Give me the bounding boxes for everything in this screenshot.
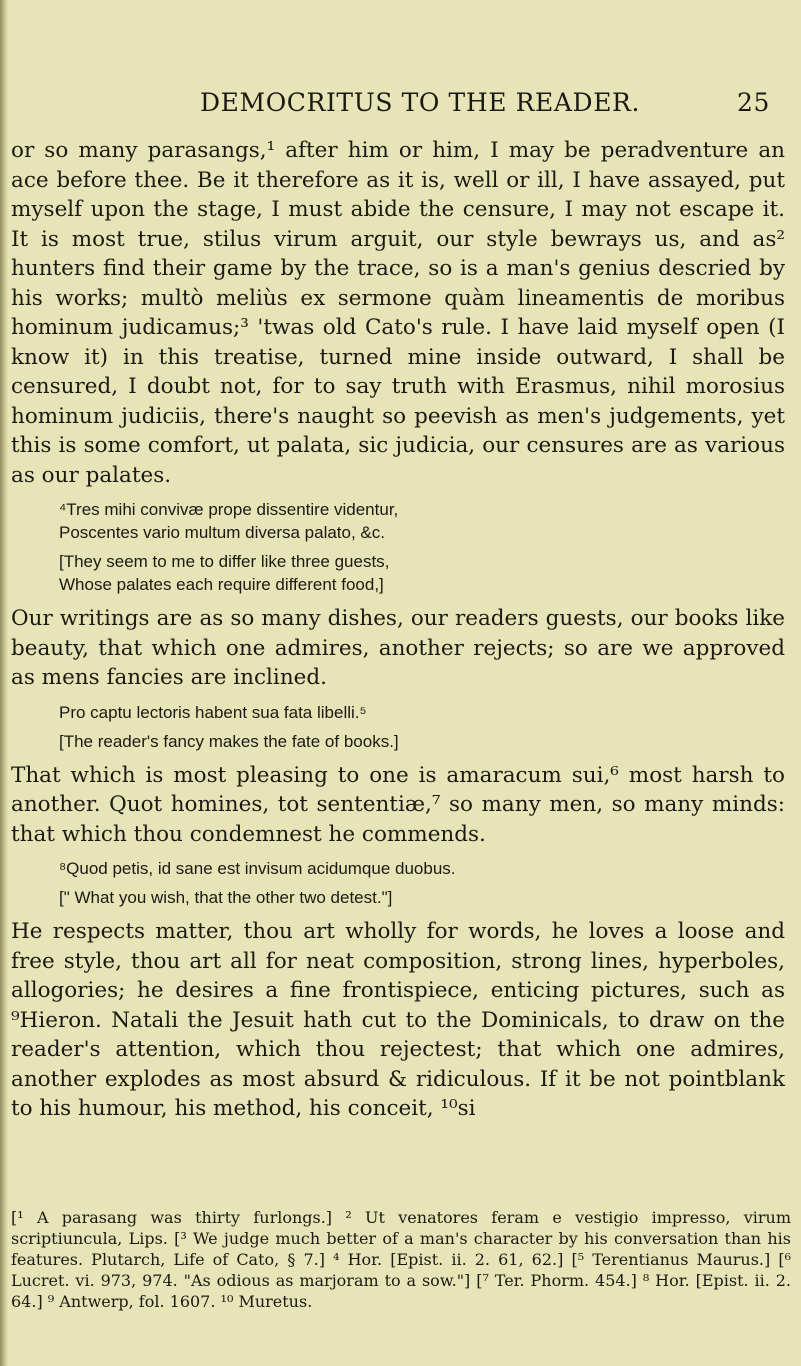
latin-line: ⁸Quod petis, id sane est invisum acidumque duobus. [59,859,456,878]
latin-line: Pro captu lectoris habent sua fata libelli.⁵ [59,702,367,722]
latin-line: ⁴Tres mihi convivæ prope dissentire videntur, [59,500,399,519]
verse-quote [59,498,785,596]
translation-line: [" What you wish, that the other two detest."] [59,888,393,907]
page-number: 25 [736,88,770,117]
paragraph: He respects matter, thou art wholly for words, he loves a loose and free style, thou art all for neat composition, strong lines, hyperboles, allogories; he desires a fine frontispiece, enticing pictures, such as ⁹Hieron. Natali the Jesuit hath cut to the Dominicals, to draw on the reader's attention, which thou rejectest; that which one admires, another explodes as most absurd & ridiculous. If it be not pointblank to his humour, his method, his conceit, ¹⁰si [11,919,785,1121]
translation-line: [The reader's fancy makes the fate of books.] [59,731,399,751]
translation-line: [They seem to me to differ like three guests, [59,552,390,571]
paragraph: or so many parasangs,¹ after him or him, I may be peradventure an ace before thee. Be it therefore as it is, well or ill, I have assayed, put myself upon the stage, I must abide the censure, I may not escape it. It is most true, stilus virum arguit, our style bewrays us, and as² hunters find their game by the trace, so is a man's genius descried by his works; multò meliùs ex sermone quàm lineamentis de moribus hominum judicamus;³ 'twas old Cato's rule. I have laid myself open (I know it) in this treatise, turned mine inside outward, I shall be censured, I doubt not, for to say truth with Erasmus, nihil morosius hominum judiciis, there's naught so peevish as men's judgements, yet this is some comfort, ut palata, sic judicia, our censures are as various as our palates. [11,138,785,488]
footnotes [11,1207,791,1312]
running-title: DEMOCRITUS TO THE READER. [200,88,641,117]
verse-quote [59,701,785,753]
page-gutter-shadow [0,0,8,1366]
paragraph: Our writings are as so many dishes, our readers guests, our books like beauty, that which one admires, another rejects; so are we approved as mens fancies are inclined. [11,606,785,690]
body-text [11,136,785,1124]
verse-quote [59,857,785,909]
latin-line: Poscentes vario multum diversa palato, &c. [59,523,385,542]
translation-line: Whose palates each require different food,] [59,575,384,594]
footnote-text: [¹ A parasang was thirty furlongs.] ² Ut venatores feram e vestigio impresso, virum scriptiuncula, Lips. [³ We judge much better of a man's character by his conversation than his features. Plutarch, Life of Cato, § 7.] ⁴ Hor. [Epist. ii. 2. 61, 62.] [⁵ Terentianus Maurus.] [⁶ Lucret. vi. 973, 974. "As odious as marjoram to a sow."] [⁷ Ter. Phorm. 454.] ⁸ Hor. [Epist. ii. 2. 64.] ⁹ Antwerp, fol. 1607. ¹⁰ Muretus. [11,1208,791,1311]
paragraph: That which is most pleasing to one is amaracum sui,⁶ most harsh to another. Quot homines, tot sententiæ,⁷ so many men, so many minds: that which thou condemnest he commends. [11,762,785,847]
